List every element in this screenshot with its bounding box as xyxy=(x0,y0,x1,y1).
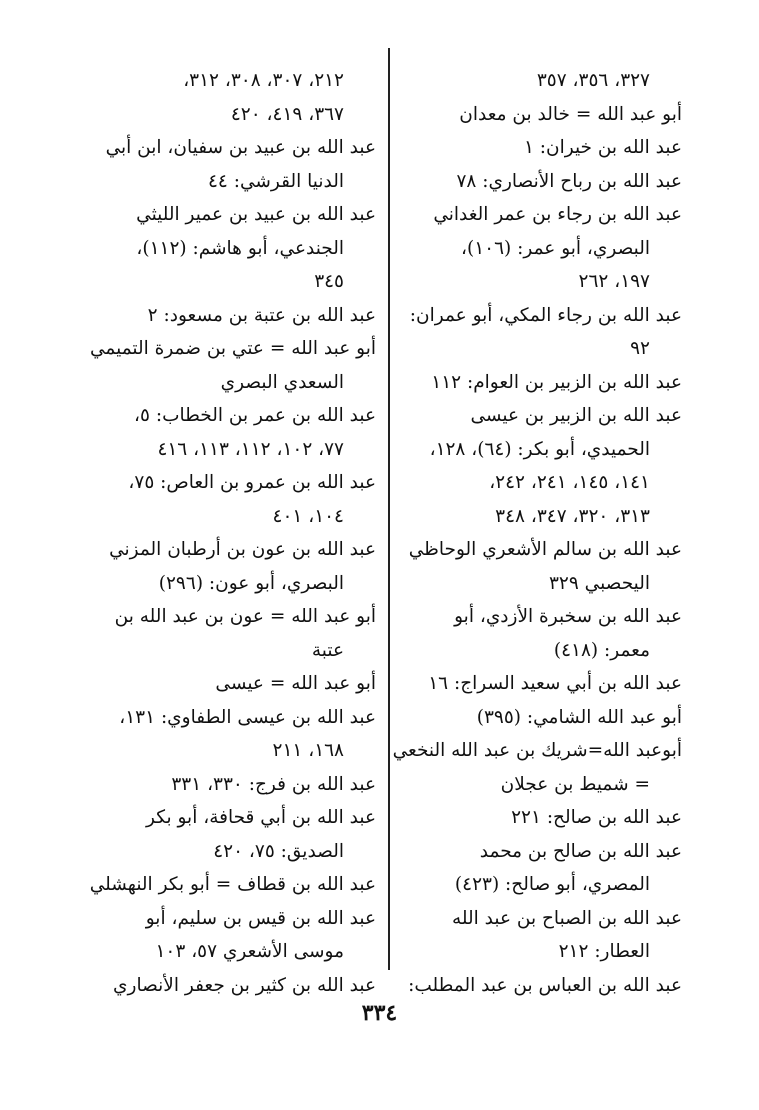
index-entry-line: العطار: ٢١٢ xyxy=(558,941,650,962)
index-entry-line: عبد الله بن سالم الأشعري الوحاظي xyxy=(408,539,682,560)
index-entry xyxy=(392,98,682,132)
index-entry-line: ١٩٧، ٢٦٢ xyxy=(578,271,650,292)
index-entry-line: السعدي البصري xyxy=(220,371,344,393)
index-entry xyxy=(392,64,682,98)
index-entry xyxy=(86,332,376,399)
index-entry xyxy=(86,399,376,466)
index-entry xyxy=(392,667,682,701)
index-entry xyxy=(86,667,376,701)
index-entry xyxy=(86,64,376,131)
index-entry-line: عبد الله بن رباح الأنصاري: ٧٨ xyxy=(456,170,682,192)
index-entry xyxy=(392,734,682,801)
index-entry-line: ١٦٨، ٢١١ xyxy=(272,740,344,761)
index-entry-line: عبد الله بن كثير بن جعفر الأنصاري xyxy=(113,974,376,996)
index-entry-line: أبو عبد الله الشامي: (٣٩٥) xyxy=(476,706,682,728)
index-entry-line: أبوعبد الله=شريك بن عبد الله النخعي xyxy=(392,740,682,761)
index-entry xyxy=(392,131,682,165)
index-entry-line: ٩٢ xyxy=(630,338,650,359)
index-entry-line: أبو عبد الله = عيسى xyxy=(215,673,376,694)
index-entry-line: ٢١٢، ٣٠٧، ٣٠٨، ٣١٢، xyxy=(183,70,344,91)
index-entry xyxy=(392,366,682,400)
index-entry-line: = شميط بن عجلان xyxy=(500,773,650,795)
index-entry-line: عبد الله بن عبيد بن سفيان، ابن أبي xyxy=(105,137,376,158)
index-entry xyxy=(392,600,682,667)
index-entry-line: معمر: (٤١٨) xyxy=(553,639,650,661)
index-entry xyxy=(392,198,682,299)
index-entry-line: عبد الله بن عمرو بن العاص: ٧٥، xyxy=(128,472,376,493)
column-divider xyxy=(388,48,390,970)
index-entry-line: أبو عبد الله = خالد بن معدان xyxy=(459,103,682,125)
index-entry-line: المصري، أبو صالح: (٤٢٣) xyxy=(454,874,650,895)
page-number: ٣٣٤ xyxy=(361,1000,398,1026)
index-entry-line: عبد الله بن عيسى الطفاوي: ١٣١، xyxy=(119,706,376,728)
index-entry-line: عتبة xyxy=(311,639,344,661)
index-entry xyxy=(392,801,682,835)
index-entry xyxy=(86,198,376,299)
index-entry-line: عبد الله بن الزبير بن العوام: ١١٢ xyxy=(431,371,682,393)
index-entry-line: البصري، أبو عون: (٢٩٦) xyxy=(158,572,344,594)
index-entry xyxy=(86,868,376,902)
index-entry-line: ٧٧، ١٠٢، ١١٢، ١١٣، ٤١٦ xyxy=(157,438,344,460)
index-entry-line: عبد الله بن رجاء المكي، أبو عمران: xyxy=(409,304,682,326)
index-entry xyxy=(392,835,682,902)
index-entry-line: عبد الله بن رجاء بن عمر الغداني xyxy=(433,204,682,225)
index-entry-line: ٣٤٥ xyxy=(314,271,344,292)
index-entry xyxy=(392,902,682,969)
index-entry xyxy=(86,600,376,667)
index-entry xyxy=(392,165,682,199)
index-entry xyxy=(86,533,376,600)
index-entry-line: عبد الله بن عون بن أرطبان المزني xyxy=(109,539,376,560)
index-entry xyxy=(86,299,376,333)
index-entry-line: ١٠٤، ٤٠١ xyxy=(272,505,344,527)
index-entry-line: عبد الله بن صالح: ٢٢١ xyxy=(511,807,682,828)
index-entry xyxy=(86,131,376,198)
index-entry xyxy=(86,801,376,868)
index-entry-line: اليحصبي ٣٢٩ xyxy=(548,572,650,594)
index-entry-line: البصري، أبو عمر: (١٠٦)، xyxy=(461,237,650,259)
index-entry-line: عبد الله بن خيران: ١ xyxy=(523,137,682,158)
index-entry-line: الدنيا القرشي: ٤٤ xyxy=(208,170,344,192)
index-entry-line: عبد الله بن عبيد بن عمير الليثي xyxy=(136,204,376,225)
index-entry-line: عبد الله بن فرج: ٣٣٠، ٣٣١ xyxy=(171,773,376,795)
index-column-right xyxy=(392,64,682,1002)
index-entry xyxy=(86,768,376,802)
index-entry-line: الصديق: ٧٥، ٤٢٠ xyxy=(213,840,344,862)
index-entry-line: عبد الله بن صالح بن محمد xyxy=(479,840,682,862)
index-entry-line: أبو عبد الله = عون بن عبد الله بن xyxy=(114,606,376,627)
index-entry xyxy=(392,533,682,600)
index-entry-line: الجندعي، أبو هاشم: (١١٢)، xyxy=(136,237,344,259)
index-entry-line: ٣٢٧، ٣٥٦، ٣٥٧ xyxy=(536,70,650,91)
index-entry-line: عبد الله بن الصباح بن عبد الله xyxy=(451,907,682,929)
index-entry-line: الحميدي، أبو بكر: (٦٤)، ١٢٨، xyxy=(429,438,650,460)
index-entry-line: عبد الله بن قيس بن سليم، أبو xyxy=(145,907,376,929)
index-entry xyxy=(86,466,376,533)
index-entry-line: ١٤١، ١٤٥، ٢٤١، ٢٤٢، xyxy=(489,472,650,493)
index-entry-line: عبد الله بن عمر بن الخطاب: ٥، xyxy=(134,405,376,426)
index-entry-line: أبو عبد الله = عتي بن ضمرة التميمي xyxy=(90,338,376,359)
index-entry-line: عبد الله بن سخبرة الأزدي، أبو xyxy=(454,606,682,627)
index-entry-line: عبد الله بن أبي قحافة، أبو بكر xyxy=(146,807,376,828)
index-entry-line: ٣٦٧، ٤١٩، ٤٢٠ xyxy=(230,103,344,125)
index-column-left xyxy=(86,64,376,1002)
index-entry-line: ٣١٣، ٣٢٠، ٣٤٧، ٣٤٨ xyxy=(495,505,650,527)
index-entry-line: عبد الله بن قطاف = أبو بكر النهشلي xyxy=(89,874,376,895)
index-entry-line: عبد الله بن عتبة بن مسعود: ٢ xyxy=(147,304,376,326)
index-entry xyxy=(86,902,376,969)
index-entry xyxy=(392,399,682,533)
index-entry-line: موسى الأشعري ٥٧، ١٠٣ xyxy=(155,941,344,962)
index-entry-line: عبد الله بن الزبير بن عيسى xyxy=(470,405,682,426)
index-entry xyxy=(86,969,376,1003)
index-entry xyxy=(392,969,682,1003)
index-entry-line: عبد الله بن العباس بن عبد المطلب: xyxy=(408,974,682,996)
index-entry xyxy=(392,701,682,735)
index-entry xyxy=(392,299,682,366)
index-entry-line: عبد الله بن أبي سعيد السراج: ١٦ xyxy=(428,673,682,694)
index-entry xyxy=(86,701,376,768)
